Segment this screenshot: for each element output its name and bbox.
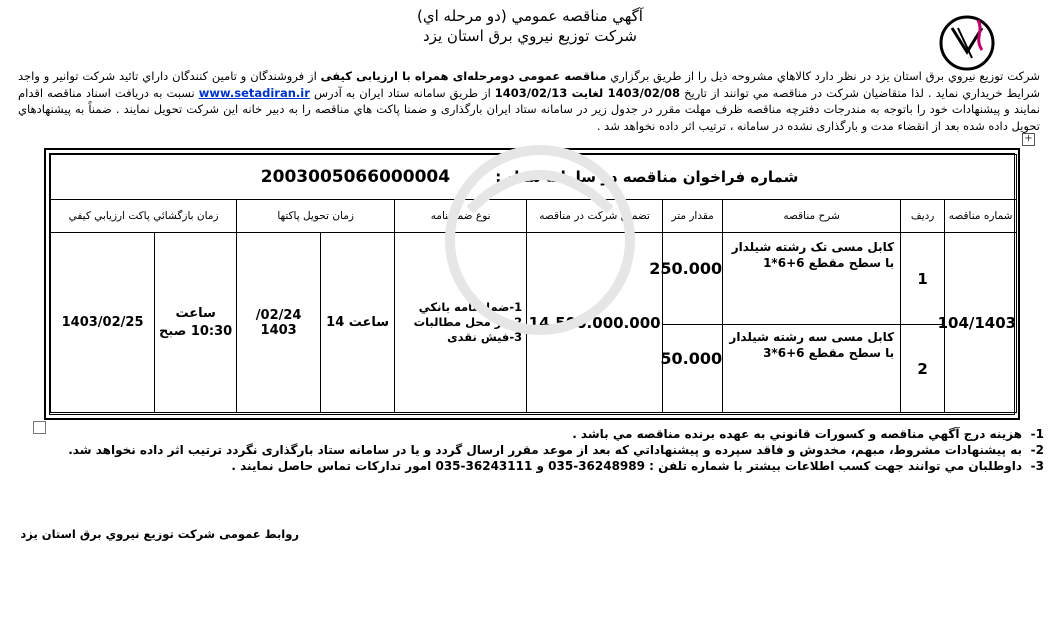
- start-date: 1403/02/08: [607, 85, 681, 100]
- intro-paragraph: [18, 68, 1040, 134]
- guarantee-type-item: 1-ضمانتنامه بانكي: [418, 300, 523, 314]
- note-number: 2-: [1030, 443, 1044, 457]
- col-desc: شرح مناقصه: [723, 200, 901, 233]
- note-number: 3-: [1030, 459, 1044, 473]
- opening-date: 1403/02/25: [51, 233, 155, 413]
- guarantee-type-item: 3-فيش نقدی: [447, 330, 523, 344]
- col-opening: زمان بازگشائي پاكت ارزيابي كيفي: [51, 200, 237, 233]
- delivery-date: 02/24/ 1403: [237, 233, 321, 413]
- row-description: كابل مسی تک رشته شیلدار با سطح مقطع 6+6*1: [723, 233, 901, 325]
- row-quantity: 50.000: [663, 325, 723, 413]
- note-item: [14, 442, 1044, 458]
- row-quantity: 250.000: [663, 233, 723, 325]
- row-description: كابل مسی سه رشته شیلدار با سطح مقطع 6+6*3: [723, 325, 901, 413]
- plus-icon[interactable]: +: [1022, 133, 1035, 146]
- intro-text: از طريق سامانه ستاد ايران به آدرس: [309, 85, 495, 100]
- note-text: داوطلبان مي توانند جهت كسب اطلاعات بيشتر با شماره تلفن : 36248989-035 و 36243111-035 امور تداركات تماس حاصل نمايند .: [231, 459, 1022, 473]
- company-logo: [938, 14, 996, 72]
- note-item: [14, 458, 1044, 474]
- delivery-time: ساعت 14: [321, 233, 395, 413]
- col-tender-no: شماره مناقصه: [945, 200, 1017, 233]
- tender-no-cell: 104/1403: [945, 233, 1017, 413]
- tender-number-label: شماره فراخوان مناقصه در سامانه ستاد :: [495, 168, 799, 186]
- col-row: رديف: [901, 200, 945, 233]
- table-row: [51, 233, 1017, 325]
- row-number: 1: [901, 233, 945, 325]
- footer-signature: روابط عمومی شركت توزيع نيروي برق استان يزد: [20, 527, 299, 541]
- note-text: به پيشنهادات مشروط، مبهم، مخدوش و فاقد سپرده و پيشنهاداتي كه بعد از موعد مقرر ارسال گردد و يا در سامانه ستاد بارگذاری نگردد ترتيب اثر داده نخواهد شد.: [68, 443, 1022, 457]
- row-number: 2: [901, 325, 945, 413]
- guarantee-types: [395, 233, 527, 413]
- col-guarantee: تضمين شركت در مناقصه: [527, 200, 663, 233]
- announcement-header: [300, 6, 760, 46]
- end-date: 1403/02/13: [494, 85, 568, 100]
- note-item: [14, 426, 1044, 442]
- intro-text: نسبت به دريافت اسناد مناقصه اقدام نمايند و پيشنهادات خود را باتوجه به مندرجات دفترچه مناقصه ظرف مهلت مقرر در جدول زير در سامانه ستاد ايران بارگذاری و ضمنا پاكت هاي مناقصه را به دبير خانه اين شركت تحويل نمايند . ضمناً به پيشنهادهاي تحويل داده شده بعد از انقضاء مدت و بارگذاری نشده در سامانه ، ترتيب اثر داده نخواهد شد .: [18, 85, 1040, 133]
- guarantee-amount: 14.500.000.000: [527, 233, 663, 413]
- until-word: لغایت: [567, 85, 608, 100]
- setadiran-link[interactable]: www.setadiran.ir: [198, 85, 310, 100]
- opening-time: ساعت 10:30 صبح: [155, 233, 237, 413]
- col-guarantee-type: نوع ضمانتنامه: [395, 200, 527, 233]
- col-delivery: زمان تحويل پاكتها: [237, 200, 395, 233]
- col-qty: مقدار متر: [663, 200, 723, 233]
- tender-number-cell: [51, 155, 1017, 200]
- intro-text: شركت توزيع نيروي برق استان يزد در نظر دارد كالاهاي مشروحه ذيل را از طريق برگزاري: [606, 69, 1040, 83]
- note-number: 1-: [1030, 427, 1044, 441]
- guarantee-type-item: 2- از محل مطالبات: [413, 315, 523, 329]
- note-text: هزينه درج آگهي مناقصه و كسورات قانوني به عهده برنده مناقصه مي باشد .: [572, 427, 1022, 441]
- tender-number: 2003005066000004: [260, 167, 451, 187]
- announcement-title: آگهي مناقصه عمومي (دو مرحله اي): [417, 7, 643, 25]
- intro-text: از فروشندگان و تامين كنندگان داراي تائيد شركت توانير و واجد شرايط خريداري نمايد . لذا متقاضيان شركت در مناقصه مي توانند از تاريخ: [18, 69, 1040, 100]
- notes-list: [14, 426, 1044, 474]
- tender-table: [50, 154, 1017, 413]
- intro-emphasis: مناقصه عمومی دومرحله‌ای همراه با ارزیابی کیفی: [320, 69, 607, 83]
- company-name: شركت توزيع نيروي برق استان يزد: [423, 27, 637, 45]
